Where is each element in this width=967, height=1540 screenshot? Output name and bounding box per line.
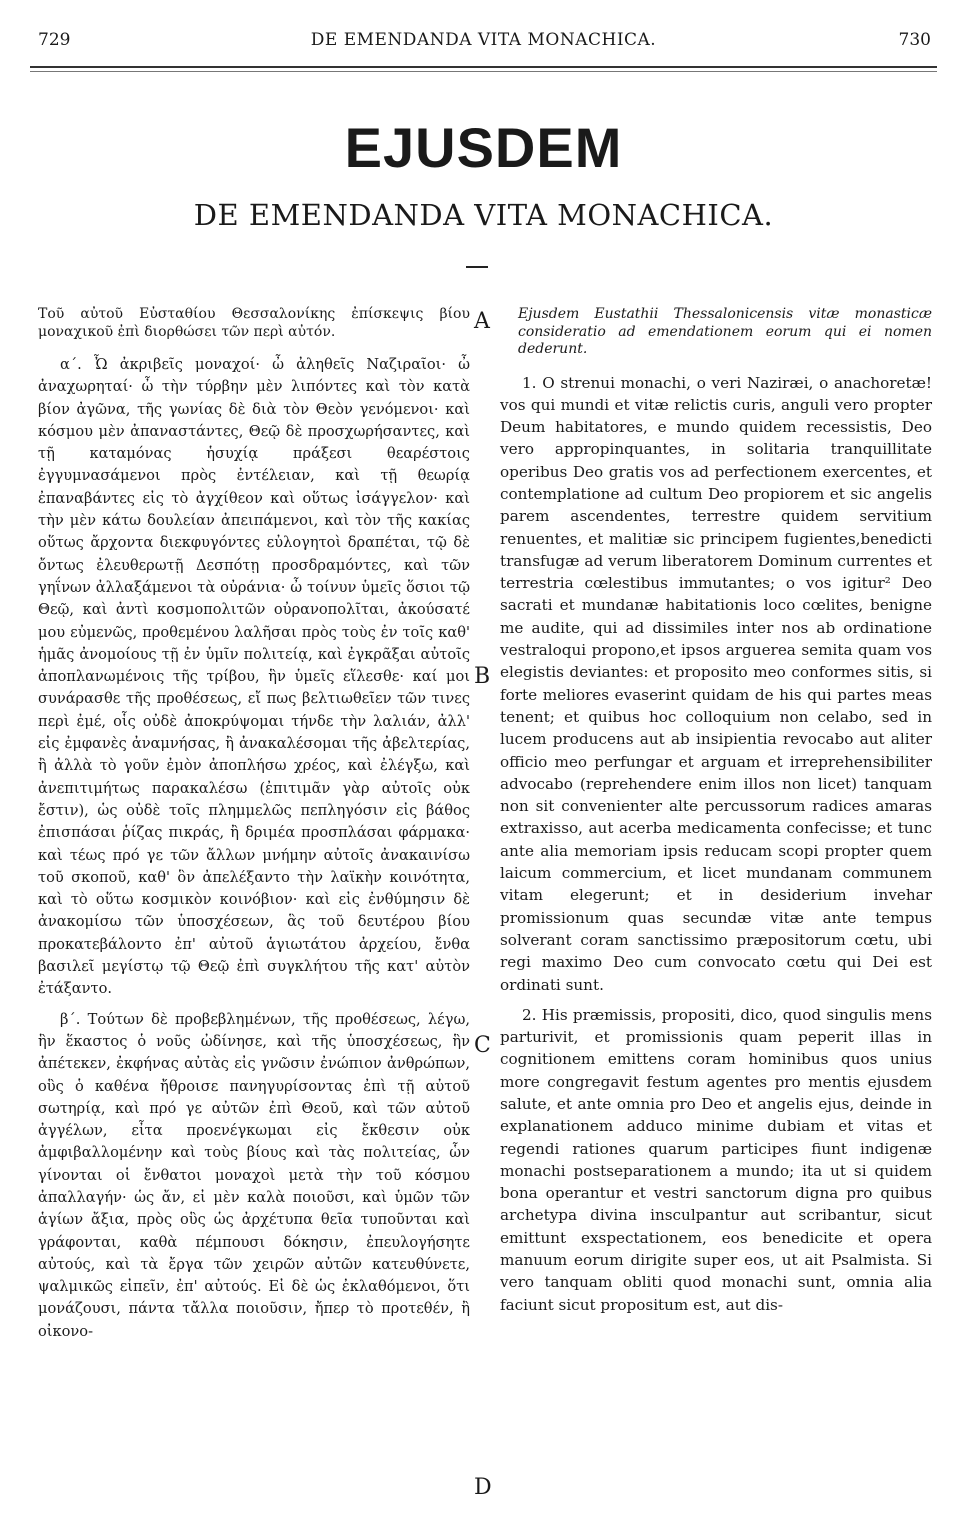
latin-intro: Ejusdem Eustathii Thessalonicensis vitæ monasticæ consideratio ad emendationem eorum qui ei nomen dederunt. xyxy=(518,306,932,357)
header-rule-thin xyxy=(30,71,937,72)
margin-marker-c: C xyxy=(474,1033,491,1058)
page-number-left: 729 xyxy=(38,30,71,50)
margin-marker-d: D xyxy=(474,1475,492,1500)
running-head xyxy=(30,30,937,54)
latin-column xyxy=(500,306,932,1316)
greek-column xyxy=(38,306,470,1343)
latin-paragraph-2: 2. His præmissis, propositi, dico, quod singulis mens parturivit, et promissionis quam peperit illas in cognitionem emittens coram hominibus quos unius more congregavit festum agentes pro mentis ejusdem salute, et ante omnia pro Deo et angelis ejus, deinde in explanationem adduco minime dubiam et vitas et regendi rationes quarum participes fiunt indigenæ monachi postseparationem a mundo; ita ut si quidem bona operantur et vestri sanctorum digna pro quibus archetypa divina insculpantur aut scribantur, sicut emittunt exspectationem, eos benedicite et opera manuum eorum dirigite super eos, ut ait Psalmista. Si vero tanquam obliti quod monachi sunt, omnia alia faciunt sicut propositum est, aut dis- xyxy=(500,1005,932,1314)
header-rule xyxy=(30,66,937,68)
greek-intro: Τοῦ αὐτοῦ Εὐσταθίου Θεσσαλονίκης ἐπίσκεψις βίου μοναχικοῦ ἐπὶ διορθώσει τῶν περὶ αὐτόν. xyxy=(38,306,470,340)
margin-marker-a: A xyxy=(474,309,490,334)
latin-paragraph-1: 1. O strenui monachi, o veri Naziræi, o anachoretæ! vos qui mundi et vitæ relictis curis, anguli vero propter Deum habitatores, e mundo quidem recessistis, Deo vero appropinquantes, in solitaria tranquillitate operibus Deo gratis vos ad perfectionem exercentes, et contemplatione ad cultum Deo propiorem et sic angelis parem ascendentes, terrestre quidem servitium renuentes, et malitiæ sic principem fugientes,benedicti transfugæ ad verum liberatorem Dominum currentes et terrestria cœlestibus immutantes; o vos igitur² Deo sacrati et mundanæ habitationis loco cœlites, benigne me audite, qui ad dissimiles inter nos ab ordinatione vestraloqui propono,et ipsos arguerea semita quam vos elegistis deviantes: et proposito meo conformes sitis, si forte meliores evaserint quidam de his qui partes meas tenent; et quibus hoc colloquium non celabo, sed in lucem producens aut ab insipientia revocabo aut aliter officio meo perfungar et arguam et irreprehensibiliter advocabo (reprehendere enim illos non licet) tanquam non sit convenienter alte percussorum radices amaras extraxisso, aut acerba medicamenta confecisse; et tunc ante alia memoriam ipsis reducam scopi propter quem laicum commercium, et licet mundanam communem vitam elegerunt; et in desiderium invehar promissionum quas secundæ vitæ ante tempus solverant coram sanctissimo præpositorum cœtu, ubi regi maximo Deo cum convocato cœtu qui Dei est ordinati sunt. xyxy=(500,373,932,994)
running-title: DE EMENDANDA VITA MONACHICA. xyxy=(310,30,657,50)
title-divider xyxy=(466,266,488,268)
sub-title: DE EMENDANDA VITA MONACHICA. xyxy=(193,198,774,232)
margin-marker-b: B xyxy=(474,664,491,689)
greek-paragraph-1: α΄. Ὦ ἀκριβεῖς μοναχοί· ὦ ἀληθεῖς Ναζιραῖοι· ὦ ἀναχωρηταί· ὦ τὴν τύρβην μὲν λιπόντες καὶ τὸν κατὰ βίον ἀγῶνα, τῆς γωνίας δὲ διὰ τὸν Θεὸν γενόμενοι· καὶ κόσμου μὲν ἀπαναστάντες, Θεῷ δὲ προσχωρήσαντες, καὶ τῇ καταμόνας ἡσυχίᾳ πράξεσι θεαρέστοις ἐγγυμνασάμενοι πρὸς ἐντέλειαν, καὶ τῇ θεωρίᾳ ἐπαναβάντες εἰς τὸ ἀγχίθεον καὶ οὕτως ἰσάγγελον· καὶ τὴν μὲν κάτω δουλείαν ἀπειπάμενοι, καὶ τὸν τῆς κακίας οὕτως ἄρχοντα διεκφυγόντες εὐλογητοὶ δραπέται, τῷ δὲ ὄντως ἐλευθερωτῇ Δεσπότῃ προσδραμόντες, καὶ τῶν γηΐνων ἀλλαξάμενοι τὰ οὐράνια· ὦ τοίνυν ὑμεῖς ὅσιοι τῷ Θεῷ, καὶ ἀντὶ κοσμοπολιτῶν οὐρανοπολῖται, ἀκούσατέ μου εὐμενῶς, προθεμένου λαλῆσαι πρὸς τοὺς ἐν τοῖς καθ' ἡμᾶς ἀνομοίους τῇ ἐν ὑμῖν πολιτείᾳ, καὶ ἐγκρᾶξαι αὐτοῖς ἀποπλανωμένοις τῆς τρίβου, ἣν ὑμεῖς εἵλεσθε· καί μοι συνάρασθε τῆς προθέσεως, εἴ πως βελτιωθεῖεν τῶν τινες περὶ ἐμέ, οἷς οὐδὲ ἀποκρύψομαι τήνδε τὴν λαλιάν, ἀλλ' εἰς ἐμφανὲς ἀναμνήσας, ἢ ἀνακαλέσομαι τῆς ἀβελτερίας, ἢ ἀλλὰ τὸ γοῦν ἐμὸν ἀποπλήσω χρέος, καὶ ἐλέγξω, καὶ ἀνεπιτιμήτως παρακαλέσω (ἐπιτιμᾶν γὰρ αὐτοῖς οὐκ ἔστιν), ὡς οὐδὲ τοῖς πλημμελῶς πεπληγόσιν εἰς βάθος ἐπισπάσαι ῥίζας πικράς, ἢ δριμέα προσπλάσαι φάρμακα· καὶ τέως πρό γε τῶν ἄλλων μνήμην αὐτοῖς ἀνακαινίσω τοῦ σκοποῦ, καθ' ὃν ἀπελέξαντο τὴν λαϊκὴν κοινότητα, καὶ τὸ οὕτω κοσμικὸν κοινόβιον· καὶ εἰς ἐνθύμησιν δὲ ἀνακομίσω τῶν ὑποσχέσεων, ἃς τοῦ δευτέρου βίου προκατεβάλοντο ἐπ' αὐτοῦ ἁγιωτάτου ἀρχείου, ἔνθα βασιλεῖ μεγίστῳ τῷ Θεῷ ἐπὶ συγκλήτου τῆς κατ' αὐτὸν ἐτάξαντο. xyxy=(38,356,470,998)
page-number-right: 730 xyxy=(898,30,931,50)
greek-paragraph-2: β΄. Τούτων δὲ προβεβλημένων, τῆς προθέσεως, λέγω, ἣν ἕκαστος ὁ νοῦς ὠδίνησε, καὶ τῆς ὑποσχέσεως, ἣν ἀπέτεκεν, ἐκφήνας αὐτὰς εἰς γνῶσιν ἐνώπιον ἀνθρώπων, οὓς ὁ καθένα ἤθροισε πανηγυρίσοντας ἐπὶ τῇ αὐτοῦ σωτηρίᾳ, καὶ πρό γε αὐτῶν ἐπὶ Θεοῦ, καὶ τῶν αὐτοῦ ἀγγέλων, εἶτα προενέγκωμαι εἰς ἔκθεσιν οὐκ ἀμφιβαλλομένην καὶ τοὺς βίους καὶ τὰς πολιτείας, ὧν γίνονται οἱ ἔνθατοι μοναχοὶ μετὰ τὴν τοῦ κόσμου ἀπαλλαγήν· ὡς ἄν, εἰ μὲν καλὰ ποιοῦσι, καὶ ὑμῶν τῶν ἁγίων ἄξια, πρὸς οὓς ὡς ἀρχέτυπα θεῖα τυποῦνται καὶ γράφονται, καθὰ πέμπουσι δόκησιν, ἐπευλογήσητε αὐτούς, καὶ τὰ ἔργα τῶν χειρῶν αὐτῶν κατευθύνετε, ψαλμικῶς εἰπεῖν, ἐπ' αὐτούς. Εἰ δὲ ὡς ἐκλαθόμενοι, ὅτι μονάζουσι, πάντα τἄλλα ποιοῦσιν, ἤπερ τὸ προτεθέν, ἢ οἰκονο- xyxy=(38,1010,470,1340)
main-title: EJUSDEM xyxy=(344,116,623,179)
